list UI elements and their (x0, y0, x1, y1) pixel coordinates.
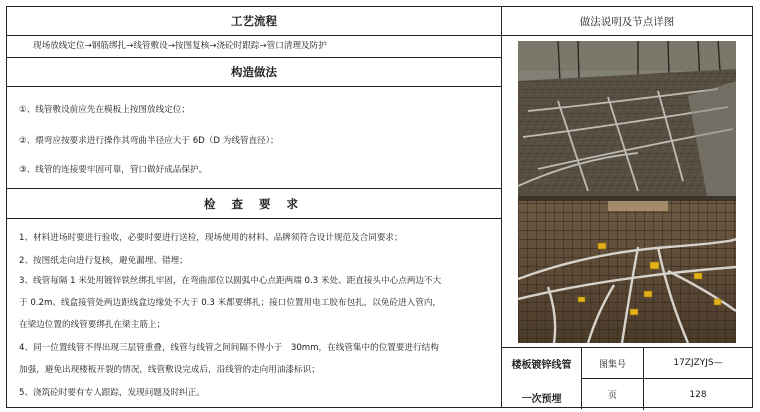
atlas-row (582, 348, 752, 379)
text-column (7, 7, 502, 407)
inspection-title: 检 查 要 求 (7, 189, 501, 219)
construction-item: ③、线管的连接要牢固可靠，管口做好成品保护。 (19, 165, 208, 175)
detail-title: 做法说明及节点详图 (502, 7, 752, 36)
inspection-line: 4、同一位置线管不得出现三层管重叠，线管与线管之间间隔不得小于 30mm，在线管集中的位置要进行结构 (19, 343, 439, 353)
construction-item: ①、线管敷设前应先在模板上按图放线定位； (19, 105, 190, 115)
construction-title: 构造做法 (7, 58, 501, 87)
inspection-line: 于 0.2m、线盒接管处两边距线盒边缘处不大于 0.3 米都要绑扎；接口位置用电工胶布包扎，以免砼进入管内， (19, 298, 442, 308)
item-name-line1: 楼板镀锌线管 (511, 360, 572, 371)
inspection-line: 3、线管每隔 1 米处用镀锌铁丝绑扎牢固，在弯曲部位以圆弧中心点距两端 0.3 米处、距直接头中心点两边不大 (19, 276, 442, 286)
construction-item: ②、煨弯应按要求进行操作其弯曲半径应大于 6D（D 为线管直径）； (19, 136, 279, 146)
inspection-line: 在梁边位置的线管要绑扎在梁主筋上； (19, 320, 166, 330)
page-label: 页 (582, 379, 644, 410)
page-value: 128 (689, 389, 707, 400)
construction-section (7, 87, 501, 189)
title-block (502, 347, 752, 409)
inspection-section (7, 219, 501, 409)
site-photo (518, 41, 736, 343)
item-name (502, 348, 582, 409)
inspection-line: 1、材料进场时要进行验收，必要时要进行送检，现场使用的材料、品牌须符合设计规范及合同要求； (19, 233, 403, 243)
inspection-line: 加强，避免出现楼板开裂的情况，线管敷设完成后，沿线管的走向用油漆标识； (19, 365, 320, 375)
detail-column (502, 7, 752, 407)
page-row (582, 379, 752, 410)
inspection-line: 2、按图纸走向进行复核，避免漏埋、错埋； (19, 256, 188, 266)
atlas-value: 17ZJZYJS— (673, 358, 723, 368)
inspection-line: 5、浇筑砼时要有专人跟踪，发现问题及时纠正。 (19, 388, 205, 398)
item-name-line2: 一次预埋 (521, 394, 562, 405)
atlas-label: 图集号 (582, 348, 644, 378)
process-flow: 现场放线定位→钢筋绑扎→线管敷设→按图复核→浇砼时跟踪→管口清理及防护 (7, 36, 501, 58)
construction-sheet (6, 6, 753, 408)
process-title: 工艺流程 (7, 7, 501, 36)
